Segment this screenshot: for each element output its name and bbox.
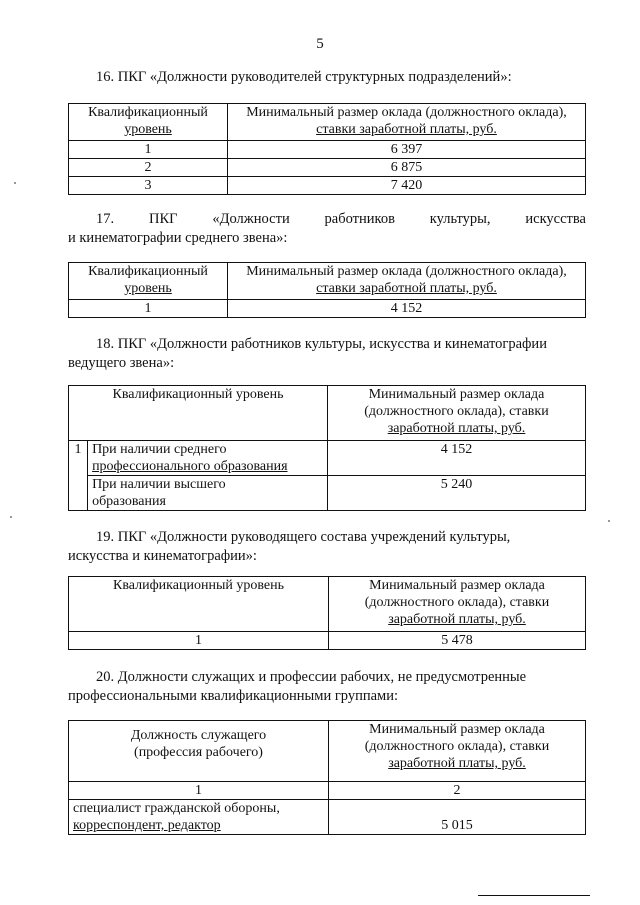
section-16-heading: 16. ПКГ «Должности руководителей структурных подразделений»: — [96, 69, 512, 85]
header-min-salary: Минимальный размер оклада (должностного оклада), ставки заработной платы, руб. — [228, 104, 586, 141]
section-18-table — [68, 385, 586, 511]
table-header-row — [69, 263, 586, 300]
scan-speck — [608, 520, 610, 522]
section-20-heading: 20. Должности служащих и профессии рабочих, не предусмотренные профессиональными квалификационными группами: — [68, 669, 527, 704]
table-row — [69, 632, 586, 650]
table-row — [69, 159, 586, 177]
header-qualification-level: Квалификационный уровень — [69, 263, 228, 300]
table-row — [69, 177, 586, 195]
value-cell: 7 420 — [228, 177, 586, 195]
section-20-table — [68, 720, 586, 835]
table-row — [69, 141, 586, 159]
value-cell: 4 152 — [228, 300, 586, 318]
header-qualification-level: Квалификационный уровень — [69, 104, 228, 141]
column-number-cell: 2 — [329, 782, 586, 800]
table-row — [69, 800, 586, 835]
section-19-heading: 19. ПКГ «Должности руководящего состава учреждений культуры, искусства и кинематографии»: — [68, 529, 511, 564]
position-cell: специалист гражданской обороны, корреспондент, редактор — [69, 800, 329, 835]
table-header-row — [69, 721, 586, 782]
header-qualification-level: Квалификационный уровень — [69, 386, 328, 441]
value-cell: 5 015 — [329, 800, 586, 835]
header-qualification-level: Квалификационный уровень — [69, 577, 329, 632]
header-min-salary: Минимальный размер оклада (должностного оклада), ставки заработной платы, руб. — [329, 577, 586, 632]
scan-speck — [10, 516, 12, 518]
table-row — [69, 476, 586, 511]
column-number-cell: 1 — [69, 782, 329, 800]
section-19-table — [68, 576, 586, 650]
value-cell: 6 397 — [228, 141, 586, 159]
level-cell: 1 — [69, 300, 228, 318]
scan-speck — [14, 182, 16, 184]
section-17-table — [68, 262, 586, 318]
value-cell: 6 875 — [228, 159, 586, 177]
header-position: Должность служащего (профессия рабочего) — [69, 721, 329, 782]
condition-cell: При наличии высшего образования — [88, 476, 328, 511]
page-number: 5 — [316, 36, 324, 52]
level-cell: 1 — [69, 141, 228, 159]
column-number-row — [69, 782, 586, 800]
table-row — [69, 300, 586, 318]
section-18-heading: 18. ПКГ «Должности работников культуры, искусства и кинематографии ведущего звена»: — [68, 336, 547, 371]
table-row — [69, 441, 586, 476]
level-cell: 3 — [69, 177, 228, 195]
footer-line — [478, 895, 590, 896]
header-min-salary: Минимальный размер оклада (должностного оклада), ставки заработной платы, руб. — [327, 386, 585, 441]
header-min-salary: Минимальный размер оклада (должностного оклада), ставки заработной платы, руб. — [228, 263, 586, 300]
value-cell: 5 478 — [329, 632, 586, 650]
condition-cell: При наличии среднего профессионального образования — [88, 441, 328, 476]
level-cell: 1 — [69, 632, 329, 650]
value-cell: 5 240 — [327, 476, 585, 511]
table-header-row — [69, 386, 586, 441]
section-16-table — [68, 103, 586, 195]
header-min-salary: Минимальный размер оклада (должностного оклада), ставки заработной платы, руб. — [329, 721, 586, 782]
table-header-row — [69, 104, 586, 141]
level-cell: 1 — [69, 441, 88, 511]
section-17-heading: 17. ПКГ «Должности работников культуры, искусства и кинематографии среднего звена»: — [68, 211, 586, 246]
value-cell: 4 152 — [327, 441, 585, 476]
level-cell: 2 — [69, 159, 228, 177]
table-header-row — [69, 577, 586, 632]
